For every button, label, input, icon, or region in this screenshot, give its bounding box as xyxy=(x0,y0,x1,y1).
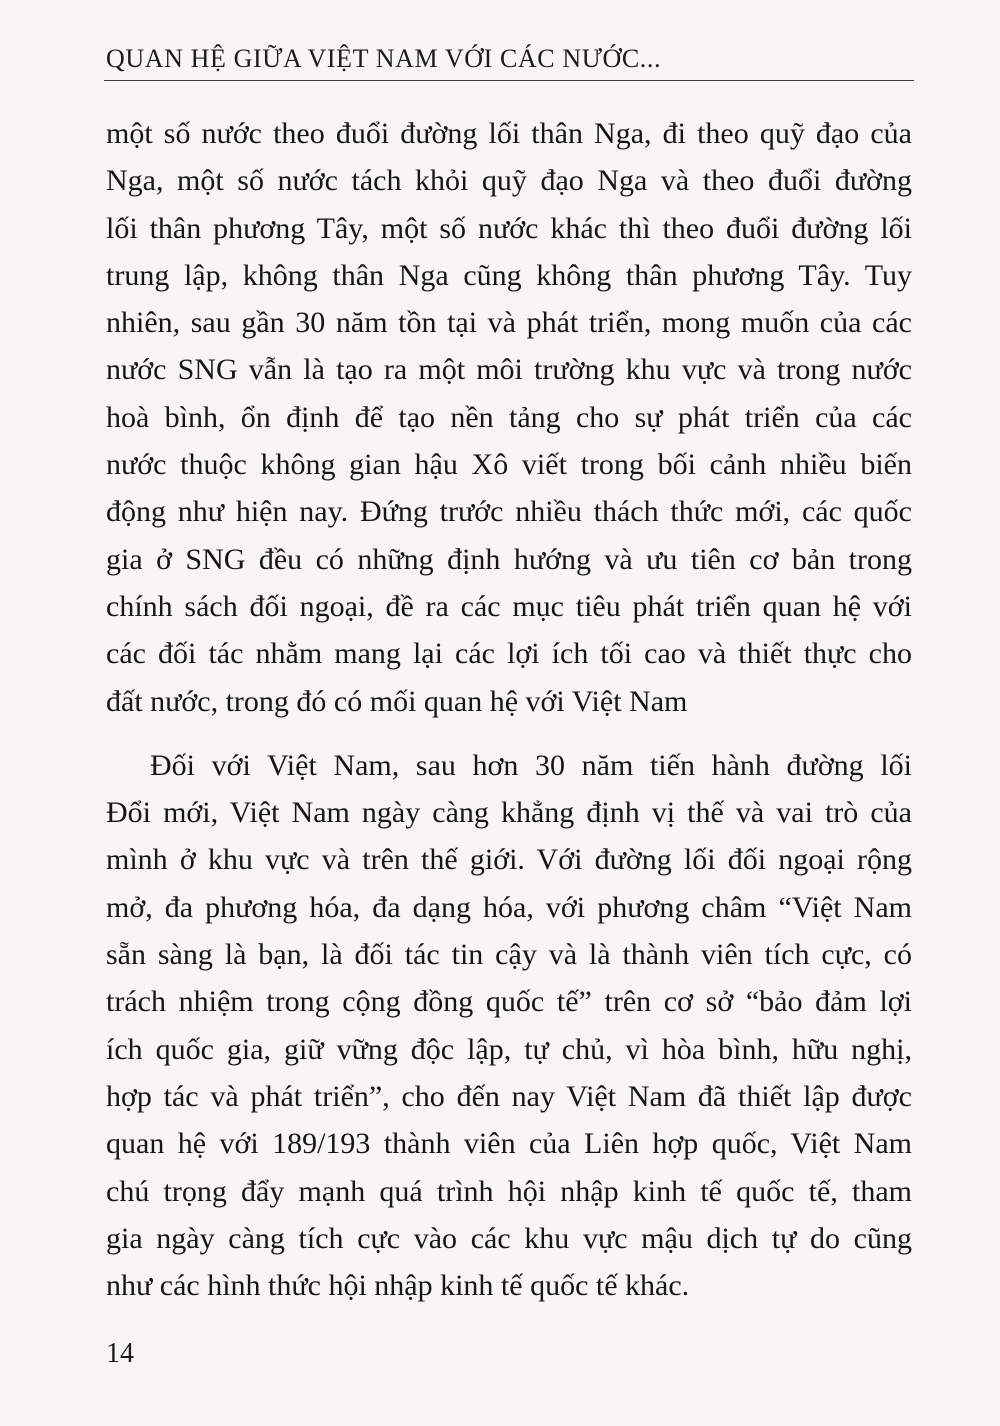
text-line: chú trọng đẩy mạnh quá trình hội nhập kinh tế quốc tế, tham xyxy=(106,1174,912,1208)
text-line: sẵn sàng là bạn, là đối tác tin cậy và là thành viên tích cực, có xyxy=(106,938,912,972)
running-header: QUAN HỆ GIỮA VIỆT NAM VỚI CÁC NƯỚC... xyxy=(106,44,662,73)
page-number: 14 xyxy=(106,1338,134,1369)
text-line: nước SNG vẫn là tạo ra một môi trường khu vực và trong nước xyxy=(106,353,912,387)
text-line: các đối tác nhằm mang lại các lợi ích tối cao và thiết thực cho xyxy=(106,637,912,671)
text-line: như các hình thức hội nhập kinh tế quốc tế khác. xyxy=(106,1269,690,1303)
text-line: chính sách đối ngoại, đề ra các mục tiêu phát triển quan hệ với xyxy=(106,589,912,623)
text-line: Đối với Việt Nam, sau hơn 30 năm tiến hành đường lối xyxy=(150,748,912,782)
text-line: mở, đa phương hóa, đa dạng hóa, với phương châm “Việt Nam xyxy=(106,890,912,924)
text-line: mình ở khu vực và trên thế giới. Với đường lối đối ngoại rộng xyxy=(106,843,912,877)
paragraph-spacing xyxy=(106,725,912,742)
text-line: lối thân phương Tây, một số nước khác thì theo đuổi đường lối xyxy=(106,211,912,245)
text-line: quan hệ với 189/193 thành viên của Liên hợp quốc, Việt Nam xyxy=(106,1127,912,1161)
text-line: hoà bình, ổn định để tạo nền tảng cho sự phát triển của các xyxy=(106,400,912,434)
paragraph-2 xyxy=(106,742,912,1310)
text-line: một số nước theo đuổi đường lối thân Nga, đi theo quỹ đạo của xyxy=(106,117,912,150)
text-line: nhiên, sau gần 30 năm tồn tại và phát triển, mong muốn của các xyxy=(106,306,912,340)
paragraph-1 xyxy=(106,110,912,725)
text-line: Nga, một số nước tách khỏi quỹ đạo Nga và theo đuổi đường xyxy=(106,164,912,198)
text-line: trung lập, không thân Nga cũng không thân phương Tây. Tuy xyxy=(106,258,912,292)
text-line: đất nước, trong đó có mối quan hệ với Việt Nam xyxy=(106,684,688,718)
text-line: nước thuộc không gian hậu Xô viết trong bối cảnh nhiều biến xyxy=(106,448,912,482)
text-line: Đổi mới, Việt Nam ngày càng khẳng định vị thế và vai trò của xyxy=(106,796,912,830)
text-line: động như hiện nay. Đứng trước nhiều thách thức mới, các quốc xyxy=(106,495,912,529)
text-line: ích quốc gia, giữ vững độc lập, tự chủ, vì hòa bình, hữu nghị, xyxy=(106,1032,912,1066)
body-text xyxy=(106,110,912,1309)
text-line: hợp tác và phát triển”, cho đến nay Việt Nam đã thiết lập được xyxy=(106,1079,912,1113)
text-line: gia ngày càng tích cực vào các khu vực mậu dịch tự do cũng xyxy=(106,1221,912,1255)
text-line: trách nhiệm trong cộng đồng quốc tế” trên cơ sở “bảo đảm lợi xyxy=(106,985,912,1019)
header-rule xyxy=(104,80,914,81)
text-line: gia ở SNG đều có những định hướng và ưu tiên cơ bản trong xyxy=(106,542,912,576)
